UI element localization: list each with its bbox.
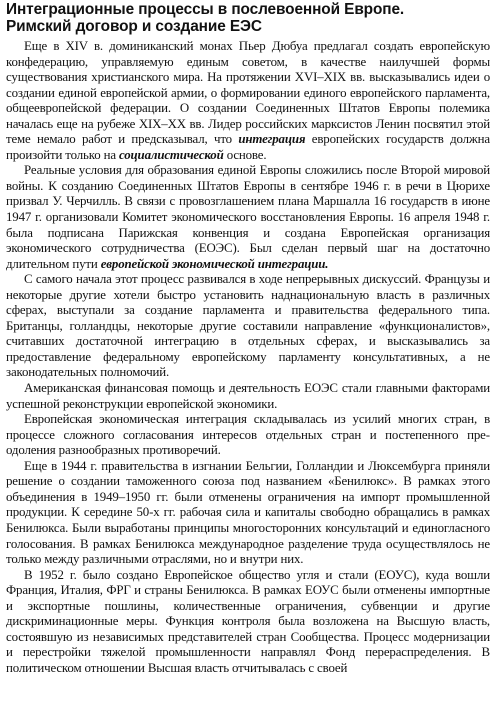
section-heading — [6, 1, 490, 35]
paragraph-text: С самого начала этот процесс развивался в ходе непрерывных дискуссий. Французы и некоторые другие хотели быстро установить наднациональную власть в различных сферах, выступали за создание парламента и правительства федерального типа. Британцы, голландцы, некоторые другие составили направление «функционалистов», считавших достаточной интеграцию в отдельных сферах, и высказывались за предоставление федеральному европейскому парламенту консультативных, а не законодательных полномочий. — [6, 272, 490, 380]
paragraph-text: Европейская экономическая интеграция складывалась из усилий многих стран, в процессе сложного согласования интересов отдельных стран и постепенного преодоления разнообразных противоречий. — [6, 412, 490, 458]
paragraph-text: европейских государств должна произойти только на — [6, 132, 490, 162]
heading-line-1: Интеграционные процессы в послевоенной Европе. — [6, 1, 405, 18]
paragraph — [6, 163, 490, 272]
paragraph-text: основе. — [223, 147, 267, 162]
paragraph-text: Реальные условия для образования единой Европы сложились после Второй мировой войны. К созданию Соединенных Штатов Европы в сентябре 1946 г. в речи в Цюрихе призвал У. Черчилль. В связи с провозглашением плана Маршалла 16 государств в июне 1947 г. организовали Комитет экономического восстановления Европы. 16 апреля 1948 г. была подписана Парижская конвенция и создана Европейская организация экономического сотрудничества (ЕОЭС). Был сделан первый шаг на достаточно длительном пути — [6, 163, 490, 271]
emphasis-text: социалистической — [118, 147, 224, 162]
paragraph-text: Еще в XIV в. доминиканский монах Пьер Дюбуа предлагал создать европейскую конфедерацию, управляемую единым советом, в качестве наилучшей формы существования христианского мира. На протяжении XVI–XIX вв. высказывались идеи о создании единой европейской армии, о формировании единого европейского парламента, общеевропейской федерации. О создании Соединенных Штатов Европы полемика началась еще на рубеже XIX–XX вв. Лидер российских марксистов Ленин посвятил этой теме немало работ и предсказывал, что — [6, 39, 490, 147]
paragraph — [6, 272, 490, 381]
heading-line-2: Римский договор и создание ЕЭС — [6, 18, 262, 35]
paragraph-text: Американская финансовая помощь и деятельность ЕОЭС стали главными факторами успешной реконструкции европейской экономики. — [6, 381, 490, 411]
emphasis-text: интеграция — [238, 132, 306, 147]
body-text — [6, 39, 490, 676]
paragraph — [6, 459, 490, 568]
paragraph — [6, 568, 490, 677]
paragraph — [6, 381, 490, 412]
emphasis-text: европейской экономической интеграции. — [100, 256, 329, 271]
paragraph-text: Еще в 1944 г. правительства в изгнании Бельгии, Голландии и Люксембурга приняли решение о создании таможенного союза под названием «Бенилюкс». В рамках этого объединения в 1949–1950 гг. были отменены ограничения на импорт промышленной продукции. К середине 50-х гг. рабочая сила и капиталы свободно обращались в рамках Бенилюкса. Были выработаны принципы многосторонних консультаций и единогласного голосования. В рамках Бенилюкса международное разделение труда осуществлялось не только между различными отраслями, но и внутри них. — [6, 458, 490, 567]
paragraph — [6, 39, 490, 163]
document-page — [6, 0, 490, 706]
paragraph — [6, 412, 490, 459]
paragraph-text: В 1952 г. было создано Европейское общество угля и стали (ЕОУС), куда вошли Франция, Италия, ФРГ и страны Бенилюкса. В рамках ЕОУС были отменены импортные и экспортные пошлины, количественные ограничения, субвенции и другие дискриминационные меры. Функция контроля была возложена на Высшую власть, состоявшую из независимых представителей стран Сообщества. Процесс модернизации и перестройки тяжелой промышленности направлял Фонд перераспределения. В политическом отношении Высшая власть отчитывалась с своей — [6, 567, 490, 675]
